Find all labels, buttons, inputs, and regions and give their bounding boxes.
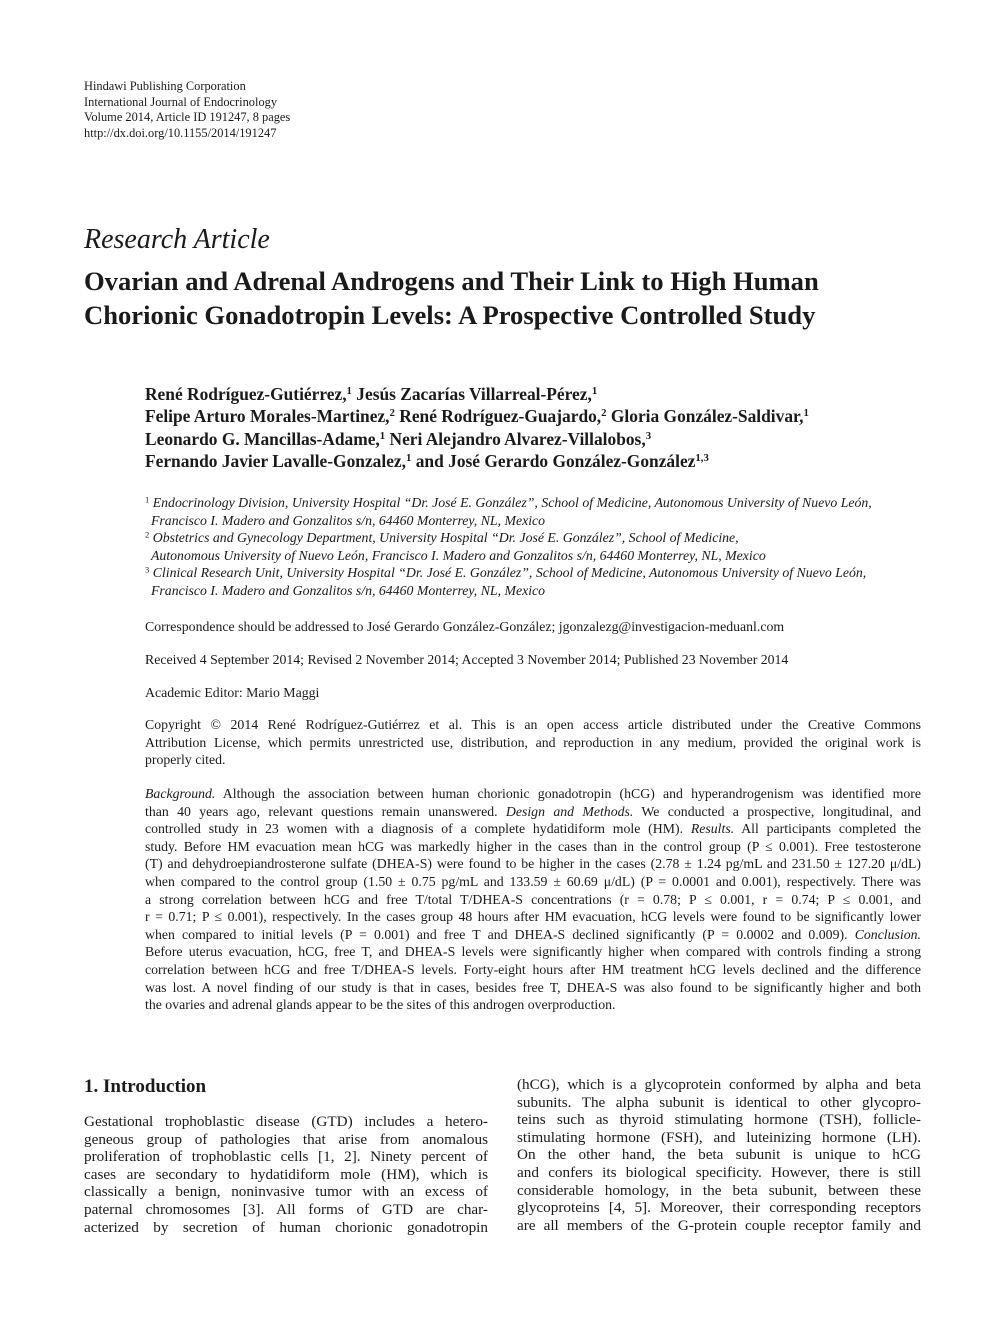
abstract-line	[145, 785, 921, 803]
author-name: Jesús Zacarías Villarreal-Pérez,	[351, 384, 592, 404]
abstract-section-label: Background.	[145, 786, 216, 801]
affiliation-text: Francisco I. Madero and Gonzalitos s/n, 64460 Monterrey, NL, Mexico	[151, 582, 546, 598]
affiliation-ref: 1,3	[695, 452, 709, 465]
body-line: stimulating hormone (FSH), and luteinizing hormone (LH).	[517, 1128, 921, 1146]
body-line: cases are secondary to hydatidiform mole (HM), which is	[84, 1165, 488, 1183]
abstract-line: study. Before HM evacuation mean hCG was markedly higher in the cases than in the control group (P ≤ 0.001). Free testosterone	[145, 838, 921, 854]
abstract-line: was lost. A novel finding of our study is that in cases, besides free T, DHEA-S was also found to be significantly higher and both	[145, 979, 921, 995]
abstract-line: the ovaries and adrenal glands appear to be the sites of this androgen overproduction.	[145, 997, 616, 1013]
affiliation-ref: 2	[389, 407, 395, 420]
affiliation-ref: 1	[803, 407, 809, 420]
journal-name: International Journal of Endocrinology	[84, 94, 278, 109]
abstract-section-label: Design and Methods.	[497, 803, 634, 819]
body-line: and confers its biological specificity. However, there is still	[517, 1163, 921, 1181]
affiliation-text: Clinical Research Unit, University Hospital “Dr. José E. González”, School of Medicine, Autonomous University of Nuevo León,	[152, 565, 867, 581]
body-line: teins such as thyroid stimulating hormone (TSH), follicle-	[517, 1111, 921, 1129]
author-line	[145, 383, 809, 405]
affiliation-number: 3	[145, 564, 150, 575]
abstract-line: when compared to the control group (1.50 ± 0.75 pg/mL and 133.59 ± 60.69 μ/dL) (P = 0.0001 and 0.001), respectively. There was	[145, 873, 921, 889]
title-line: Ovarian and Adrenal Androgens and Their Link to High Human	[84, 266, 819, 296]
body-line: are all members of the G-protein couple receptor family and	[517, 1216, 921, 1234]
abstract	[145, 785, 921, 1014]
journal-header	[84, 79, 290, 141]
body-column-left	[84, 1112, 488, 1235]
author-line	[145, 428, 809, 450]
abstract-text: All participants completed the	[734, 821, 921, 837]
body-line: considerable homology, in the beta subunit, between these	[517, 1181, 921, 1199]
copyright-line: properly cited.	[145, 752, 226, 768]
author-list	[145, 383, 809, 473]
academic-editor: Academic Editor: Mario Maggi	[145, 685, 320, 700]
author-name: Felipe Arturo Morales-Martinez,	[145, 406, 390, 427]
doi-link[interactable]: http://dx.doi.org/10.1155/2014/191247	[84, 125, 277, 140]
affiliation-ref: 1	[591, 385, 598, 398]
author-name: René Rodríguez-Guajardo,	[394, 406, 602, 427]
author-name: Fernando Javier Lavalle-Gonzalez,	[145, 451, 406, 472]
volume-info: Volume 2014, Article ID 191247, 8 pages	[84, 110, 291, 124]
copyright-line: Copyright © 2014 René Rodríguez-Gutiérrez et al. This is an open access article distributed under the Creative Commons	[145, 717, 921, 732]
body-line: Gestational trophoblastic disease (GTD) includes a hetero-	[84, 1113, 488, 1130]
author-line	[145, 405, 809, 427]
affiliation-text: Autonomous University of Nuevo León, Francisco I. Madero and Gonzalitos s/n, 64460 Monterrey, NL, Mexico	[151, 547, 766, 563]
author-name: René Rodríguez-Gutiérrez,	[145, 384, 347, 404]
body-line: proliferation of trophoblastic cells [1, 2]. Ninety percent of	[84, 1148, 488, 1166]
affiliation-text: Endocrinology Division, University Hospital “Dr. José E. González”, School of Medicine, Autonomous University of Nuevo León,	[152, 495, 872, 510]
affiliation-text: Obstetrics and Gynecology Department, University Hospital “Dr. José E. González”, School of Medicine,	[152, 530, 739, 546]
article-title	[84, 264, 944, 332]
body-line: glycoproteins [4, 5]. Moreover, their corresponding receptors	[517, 1199, 921, 1217]
abstract-section-label: Conclusion.	[847, 926, 921, 942]
abstract-line	[145, 820, 921, 838]
affiliation-line	[145, 494, 872, 512]
title-line: Chorionic Gonadotropin Levels: A Prospective Controlled Study	[84, 300, 816, 330]
body-line: On the other hand, the beta subunit is unique to hCG	[517, 1146, 921, 1164]
affiliation-ref: 1	[379, 429, 386, 442]
abstract-line: correlation between hCG and free T/DHEA-S levels. Forty-eight hours after HM treatment hCG levels declined and the difference	[145, 961, 921, 977]
section-heading: 1. Introduction	[84, 1076, 207, 1097]
abstract-text: We conducted a prospective, longitudinal, and	[633, 803, 922, 819]
publisher-name: Hindawi Publishing Corporation	[84, 79, 246, 93]
abstract-text: than 40 years ago, relevant questions remain unanswered.	[145, 803, 498, 819]
affiliation-ref: 1	[346, 385, 352, 398]
author-name: Gloria González-Saldivar,	[606, 406, 804, 427]
author-line	[145, 450, 809, 472]
body-line: (hCG), which is a glycoprotein conformed by alpha and beta	[517, 1076, 921, 1093]
body-line: subunits. The alpha subunit is identical to other glycopro-	[517, 1093, 921, 1111]
body-column-right	[517, 1075, 921, 1233]
body-line: paternal chromosomes [3]. All forms of GTD are char-	[84, 1200, 488, 1218]
affiliation-text: Francisco I. Madero and Gonzalitos s/n, 64460 Monterrey, NL, Mexico	[151, 512, 546, 528]
body-line: geneous group of pathologies that arise from anomalous	[84, 1130, 488, 1148]
affiliation-number: 1	[145, 494, 150, 505]
abstract-line: Before uterus evacuation, hCG, free T, and DHEA-S levels were significantly higher when compared with controls finding a strong	[145, 944, 921, 960]
abstract-text: controlled study in 23 women with a diagnosis of a complete hydatidiform mole (HM).	[145, 821, 684, 837]
body-line: classically a benign, noninvasive tumor with an excess of	[84, 1183, 488, 1201]
author-name: Leonardo G. Mancillas-Adame,	[145, 428, 380, 449]
abstract-section-label: Results.	[683, 821, 735, 837]
copyright-notice	[145, 716, 921, 769]
article-type: Research Article	[84, 224, 270, 255]
body-line: acterized by secretion of human chorionic gonadotropin	[84, 1218, 488, 1236]
affiliation-line	[145, 564, 872, 582]
affiliation-ref: 3	[645, 429, 652, 442]
abstract-line	[145, 926, 921, 944]
affiliation-list	[145, 494, 872, 600]
abstract-text: Although the association between human chorionic gonadotropin (hCG) and hyperandrogenism was identified more	[215, 786, 921, 801]
affiliation-line	[145, 529, 872, 547]
author-name: and José Gerardo González-González	[411, 451, 696, 472]
affiliation-ref: 2	[601, 407, 607, 420]
affiliation-ref: 1	[406, 452, 412, 465]
correspondence-note: Correspondence should be addressed to José Gerardo González-González; jgonzalezg@investigacion-meduanl.com	[145, 619, 785, 634]
author-name: Neri Alejandro Alvarez-Villalobos,	[385, 428, 646, 449]
abstract-text: when compared to initial levels (P = 0.001) and free T and DHEA-S declined significantly (P = 0.0002 and 0.009).	[145, 926, 848, 942]
publication-dates: Received 4 September 2014; Revised 2 November 2014; Accepted 3 November 2014; Published 23 November 2014	[145, 652, 789, 667]
abstract-line: r = 0.71; P ≤ 0.001), respectively. In the cases group 48 hours after HM evacuation, hCG levels were found to be significantly lower	[145, 909, 921, 925]
affiliation-number: 2	[145, 529, 150, 540]
copyright-line: Attribution License, which permits unrestricted use, distribution, and reproduction in any medium, provided the original work is	[145, 734, 921, 750]
abstract-line: (T) and dehydroepiandrosterone sulfate (DHEA-S) were found to be higher in the cases (2.78 ± 1.24 pg/mL and 231.50 ± 127.20 μ/dL)	[145, 856, 921, 872]
abstract-line: a strong correlation between hCG and free T/total T/DHEA-S concentrations (r = 0.78; P ≤ 0.001, r = 0.74; P ≤ 0.001, and	[145, 891, 921, 907]
abstract-line	[145, 803, 921, 821]
